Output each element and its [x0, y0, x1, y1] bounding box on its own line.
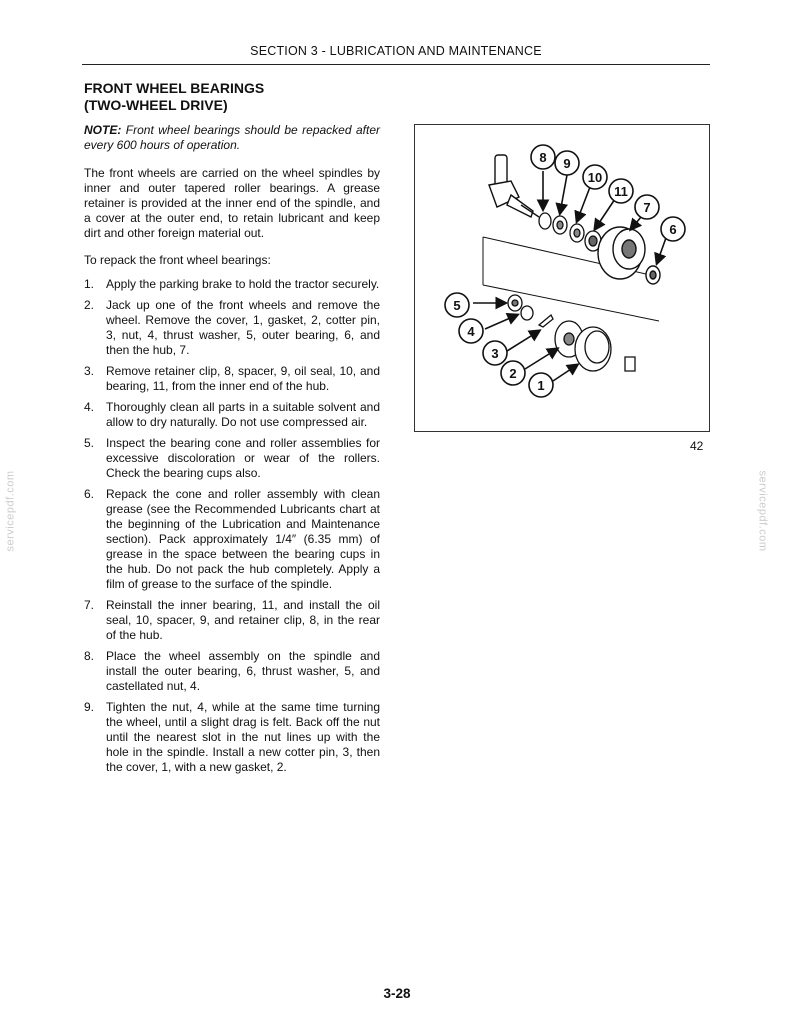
callout-label: 11 [614, 184, 628, 199]
list-item [84, 487, 380, 592]
list-item [84, 364, 380, 394]
callout-label: 6 [669, 222, 677, 237]
cover-parts-row [508, 295, 635, 371]
list-item [84, 436, 380, 481]
bearing-parts-row [539, 213, 601, 251]
callout-label: 8 [539, 150, 547, 165]
page-number: 3-28 [383, 986, 411, 1001]
list-item [84, 649, 380, 694]
step-number: 5. [84, 436, 95, 450]
watermark-left: servicepdf.com [4, 470, 17, 552]
callout-label: 9 [563, 156, 571, 171]
list-item [84, 298, 380, 358]
list-item [84, 277, 380, 292]
step-number: 8. [84, 649, 95, 663]
step-number: 7. [84, 598, 95, 612]
list-item [84, 700, 380, 775]
note-text: Front wheel bearings should be repacked after every 600 hours of operation. [84, 123, 380, 152]
title-line-2: (TWO-WHEEL DRIVE) [84, 97, 228, 113]
step-text: Thoroughly clean all parts in a suitable solvent and allow to dry naturally. Do not use compressed air. [106, 400, 380, 429]
note-label: NOTE: [84, 123, 122, 137]
figure-number: 42 [690, 439, 704, 453]
step-text: Place the wheel assembly on the spindle and install the outer bearing, 6, thrust washer, 5, and castellated nut, 4. [106, 649, 380, 693]
step-text: Reinstall the inner bearing, 11, and install the oil seal, 10, spacer, 9, and retainer clip, 8, in the rear of the hub. [106, 598, 380, 642]
watermark-right: servicepdf.com [756, 470, 769, 552]
step-number: 2. [84, 298, 95, 312]
step-text: Repack the cone and roller assembly with clean grease (see the Recommended Lubricants chart at the beginning of the Lubrication and Maintenance section). Pack approximately 1/4″ (6.35 mm) of grease in the space between the bearing cups in the hub. Do not pack the hub completely. Apply a film of grease to the surface of the spindle. [106, 487, 380, 591]
step-number: 4. [84, 400, 95, 414]
steps-list [84, 277, 380, 781]
step-number: 3. [84, 364, 95, 378]
step-number: 6. [84, 487, 95, 501]
step-text: Apply the parking brake to hold the tractor securely. [106, 277, 380, 291]
intro-paragraph: The front wheels are carried on the wheel spindles by inner and outer tapered roller bearings. A grease retainer is provided at the inner end of the spindle, and a cover at the outer end, to retain lubricant and keep dirt and other foreign material out. [84, 166, 380, 240]
callout-label: 7 [643, 200, 651, 215]
wheel-hub-exploded-diagram [415, 125, 709, 431]
callout-label: 10 [587, 170, 603, 185]
step-number: 1. [84, 277, 95, 291]
step-text: Inspect the bearing cone and roller assemblies for excessive discoloration or wear of the rollers. Check the bearing cups also. [106, 436, 380, 480]
hub-shape [598, 227, 660, 284]
callout-label: 3 [491, 346, 499, 361]
title-line-1: FRONT WHEEL BEARINGS [84, 80, 265, 96]
step-number: 9. [84, 700, 95, 714]
callout-label: 4 [467, 324, 475, 339]
list-item [84, 400, 380, 430]
step-text: Tighten the nut, 4, while at the same time turning the wheel, until a slight drag is felt. Back off the nut until the nearest slot in the nut lines up with the hole in the spindle. Install a new cotter pin, 3, then the cover, 1, with a new gasket, 2. [106, 700, 380, 774]
step-text: Jack up one of the front wheels and remove the wheel. Remove the cover, 1, gasket, 2, cotter pin, 3, nut, 4, thrust washer, 5, outer bearing, 6, and then the hub, 7. [106, 298, 380, 357]
step-text: Remove retainer clip, 8, spacer, 9, oil seal, 10, and bearing, 11, from the inner end of the hub. [106, 364, 380, 393]
page-title [84, 80, 264, 114]
lead-paragraph: To repack the front wheel bearings: [84, 253, 271, 267]
header-rule [82, 64, 710, 65]
section-header: SECTION 3 - LUBRICATION AND MAINTENANCE [250, 44, 542, 58]
exploded-view-figure [414, 124, 710, 432]
callout-label: 5 [453, 298, 461, 313]
spindle-shape [489, 155, 539, 217]
note [84, 123, 380, 153]
callout-label: 2 [509, 366, 517, 381]
list-item [84, 598, 380, 643]
callout-label: 1 [537, 378, 545, 393]
